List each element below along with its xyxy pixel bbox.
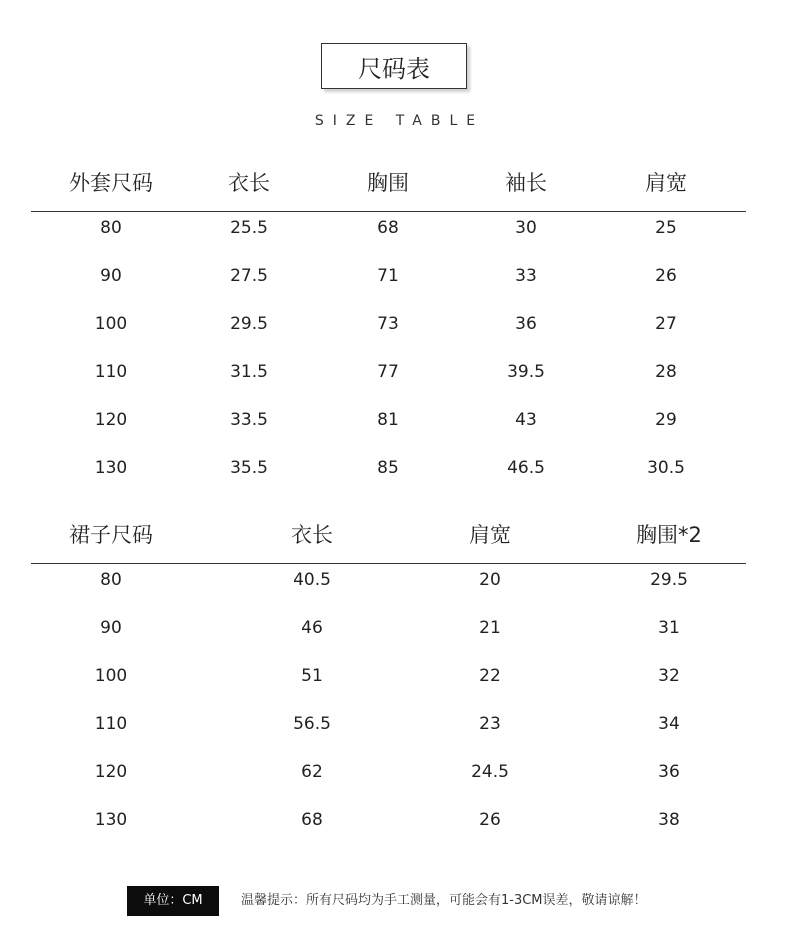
table-cell: 34 [658,714,680,734]
table-row [0,661,790,691]
column-header: 衣长 [291,523,333,547]
header-divider [31,563,746,564]
table-cell: 81 [377,410,399,430]
table-cell: 31.5 [230,362,268,382]
page-title: 尺码表 [321,43,467,89]
table-cell: 21 [479,618,501,638]
table-cell: 27 [655,314,677,334]
table-cell: 25 [655,218,677,238]
table-cell: 90 [100,618,122,638]
table-row [0,565,790,595]
table-cell: 39.5 [507,362,545,382]
table-row [0,709,790,739]
table-cell: 40.5 [293,570,331,590]
table-cell: 85 [377,458,399,478]
table-cell: 62 [301,762,323,782]
table-cell: 25.5 [230,218,268,238]
table-cell: 130 [94,810,128,830]
table-header-row [0,168,790,198]
table-cell: 20 [479,570,501,590]
table-cell: 32 [658,666,680,686]
column-header: 肩宽 [645,171,687,195]
table-cell: 68 [301,810,323,830]
table-cell: 22 [479,666,501,686]
table-row [0,213,790,243]
table-row [0,309,790,339]
table-cell: 23 [479,714,501,734]
table-cell: 33 [515,266,537,286]
table-cell: 43 [515,410,537,430]
table-cell: 35.5 [230,458,268,478]
table-cell: 120 [94,410,128,430]
table-cell: 110 [94,362,128,382]
table-cell: 90 [100,266,122,286]
table-cell: 68 [377,218,399,238]
table-cell: 73 [377,314,399,334]
column-header: 胸围 [367,171,409,195]
header-divider [31,211,746,212]
table-cell: 28 [655,362,677,382]
table-cell: 80 [100,570,122,590]
table-cell: 120 [94,762,128,782]
table-cell: 27.5 [230,266,268,286]
column-header: 肩宽 [469,523,511,547]
table-cell: 24.5 [471,762,509,782]
table-cell: 100 [94,666,128,686]
table-cell: 46 [301,618,323,638]
column-header: 衣长 [228,171,270,195]
table-cell: 29.5 [230,314,268,334]
table-cell: 31 [658,618,680,638]
table-row [0,453,790,483]
table-cell: 30 [515,218,537,238]
table-cell: 130 [94,458,128,478]
table-cell: 71 [377,266,399,286]
table-cell: 38 [658,810,680,830]
table-cell: 100 [94,314,128,334]
table-cell: 36 [515,314,537,334]
table-cell: 77 [377,362,399,382]
column-header: 胸围*2 [636,523,702,547]
table-row [0,613,790,643]
table-cell: 29.5 [650,570,688,590]
column-header: 袖长 [505,171,547,195]
table-cell: 33.5 [230,410,268,430]
table-cell: 36 [658,762,680,782]
table-cell: 30.5 [647,458,685,478]
table-header-row [0,520,790,550]
table-cell: 51 [301,666,323,686]
table-row [0,261,790,291]
page-subtitle: SIZE TABLE [314,113,485,129]
table-cell: 26 [479,810,501,830]
table-cell: 56.5 [293,714,331,734]
table-cell: 80 [100,218,122,238]
measurement-note: 温馨提示：所有尺码均为手工测量，可能会有1-3CM误差，敬请谅解！ [241,893,647,908]
table-cell: 29 [655,410,677,430]
column-header: 裙子尺码 [69,523,153,547]
column-header: 外套尺码 [69,171,153,195]
unit-badge: 单位：CM [127,886,219,916]
table-row [0,405,790,435]
table-cell: 46.5 [507,458,545,478]
table-cell: 26 [655,266,677,286]
table-row [0,805,790,835]
table-row [0,757,790,787]
table-cell: 110 [94,714,128,734]
table-row [0,357,790,387]
